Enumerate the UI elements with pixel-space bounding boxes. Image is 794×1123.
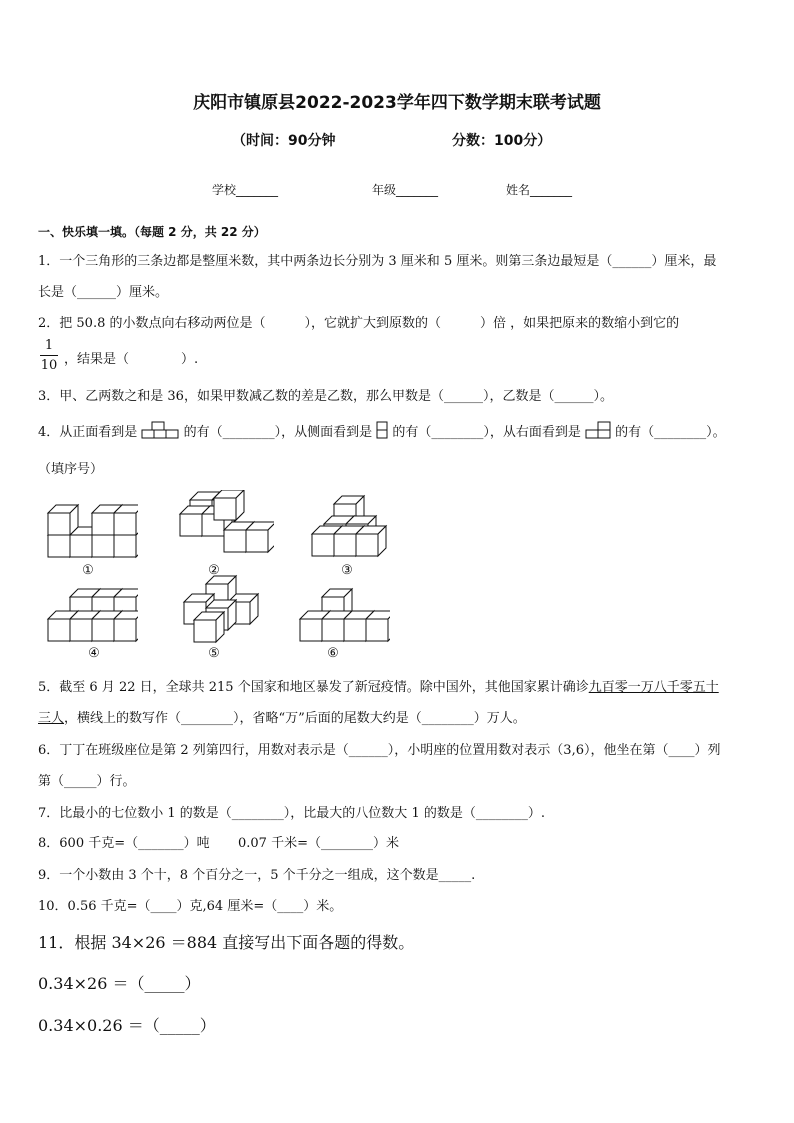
question-7: 7．比最小的七位数小 1 的数是（________），比最大的八位数大 1 的数是（________）. [38,806,545,821]
question-9: 9．一个小数由 3 个十，8 个百分之一，5 个千分之一组成，这个数是_____. [38,868,476,883]
question-8-a: 8．600 千克=（_______）吨 [38,836,210,851]
figure-label-5: ⑤ [208,646,220,661]
grade-field: 年级_______ [372,183,439,197]
question-2-line-1: 2．把 50.8 的小数点向右移动两位是（ ），它就扩大到原数的（ ）倍 ，如果把原来的数缩小到它的 [38,316,680,331]
question-1-line-2: 长是（______）厘米。 [38,285,169,300]
question-10: 10．0.56 千克=（____）克,64 厘米=（____）米。 [38,899,343,914]
question-5-line-1 [38,676,719,695]
figure-label-1: ① [82,563,94,578]
unit-cube [246,522,274,552]
question-8-b: 0.07 千米=（________）米 [238,836,399,851]
front-view-icon [141,421,179,439]
question-4-part-4: 的有（________）。 [615,425,726,440]
figure-label-3: ③ [341,563,353,578]
question-1-line-1: 1．一个三角形的三条边都是整厘米数，其中两条边长分别为 3 厘米和 5 厘米。则第三条边最短是（______）厘米，最 [38,254,717,269]
question-5-part-2: ，横线上的数写作（________），省略“万”后面的尾数大约是（________）万人。 [64,711,526,726]
name-field: 姓名_______ [506,183,573,197]
unit-cube [356,526,386,556]
fraction [40,338,58,373]
figure-label-6: ⑥ [327,646,339,661]
fraction-numerator: 1 [44,338,54,353]
cube-figure-4 [46,585,138,645]
figure-label-4: ④ [88,646,100,661]
unit-cube [114,611,138,641]
unit-cube [214,490,244,520]
cube-figure-6 [298,585,390,645]
question-4 [38,421,726,440]
question-5-part-1: 5．截至 6 月 22 日，全球共 215 个国家和地区暴发了新冠疫情。除中国外，其他国家累计确诊 [38,680,589,695]
figure-label-2: ② [208,563,220,578]
question-4-part-3: 的有（________），从右面看到是 [392,425,581,440]
question-2-line-2: ，结果是（ ）. [64,352,199,367]
question-3: 3．甲、乙两数之和是 36，如果甲数减乙数的差是乙数，那么甲数是（______），乙数是（______）。 [38,389,613,404]
unit-cube [194,612,224,642]
section-heading: 一、快乐填一填。（每题 2 分，共 22 分） [38,225,266,239]
page-title: 庆阳市镇原县2022-2023学年四下数学期末联考试题 [193,93,601,113]
cube-figure-2 [178,490,274,560]
question-11-a: 0.34×26 ＝（_____） [38,974,201,993]
unit-cube [48,505,78,535]
unit-cube [114,505,138,535]
question-11: 11．根据 34×26 ＝884 直接写出下面各题的得数。 [38,933,415,952]
unit-cube [366,611,390,641]
question-4-note: （填序号） [38,462,104,477]
question-5-underlined-number: 九百零一万八千零五十 [588,680,719,695]
question-11-b: 0.34×0.26 ＝（_____） [38,1016,216,1035]
right-view-icon [585,421,611,439]
question-4-part-1: 4．从正面看到是 [38,425,138,440]
school-field: 学校_______ [212,183,279,197]
cube-figure-3 [310,490,390,560]
cube-figure-1 [46,500,138,560]
cube-figure-5 [176,574,262,644]
question-6-line-1: 6．丁丁在班级座位是第 2 列第四行，用数对表示是（______），小明座的位置用数对表示（3,6），他坐在第（____）列 [38,743,721,758]
question-5-underlined-end: 三人 [38,711,65,726]
exam-score: 分数：100分） [452,133,552,149]
exam-time: （时间：90分钟 [232,133,336,149]
question-5-line-2 [38,707,526,726]
side-view-icon [376,421,388,439]
fraction-denominator: 10 [40,358,58,373]
question-6-line-2: 第（_____）行。 [38,774,136,789]
question-4-part-2: 的有（________），从侧面看到是 [183,425,373,440]
